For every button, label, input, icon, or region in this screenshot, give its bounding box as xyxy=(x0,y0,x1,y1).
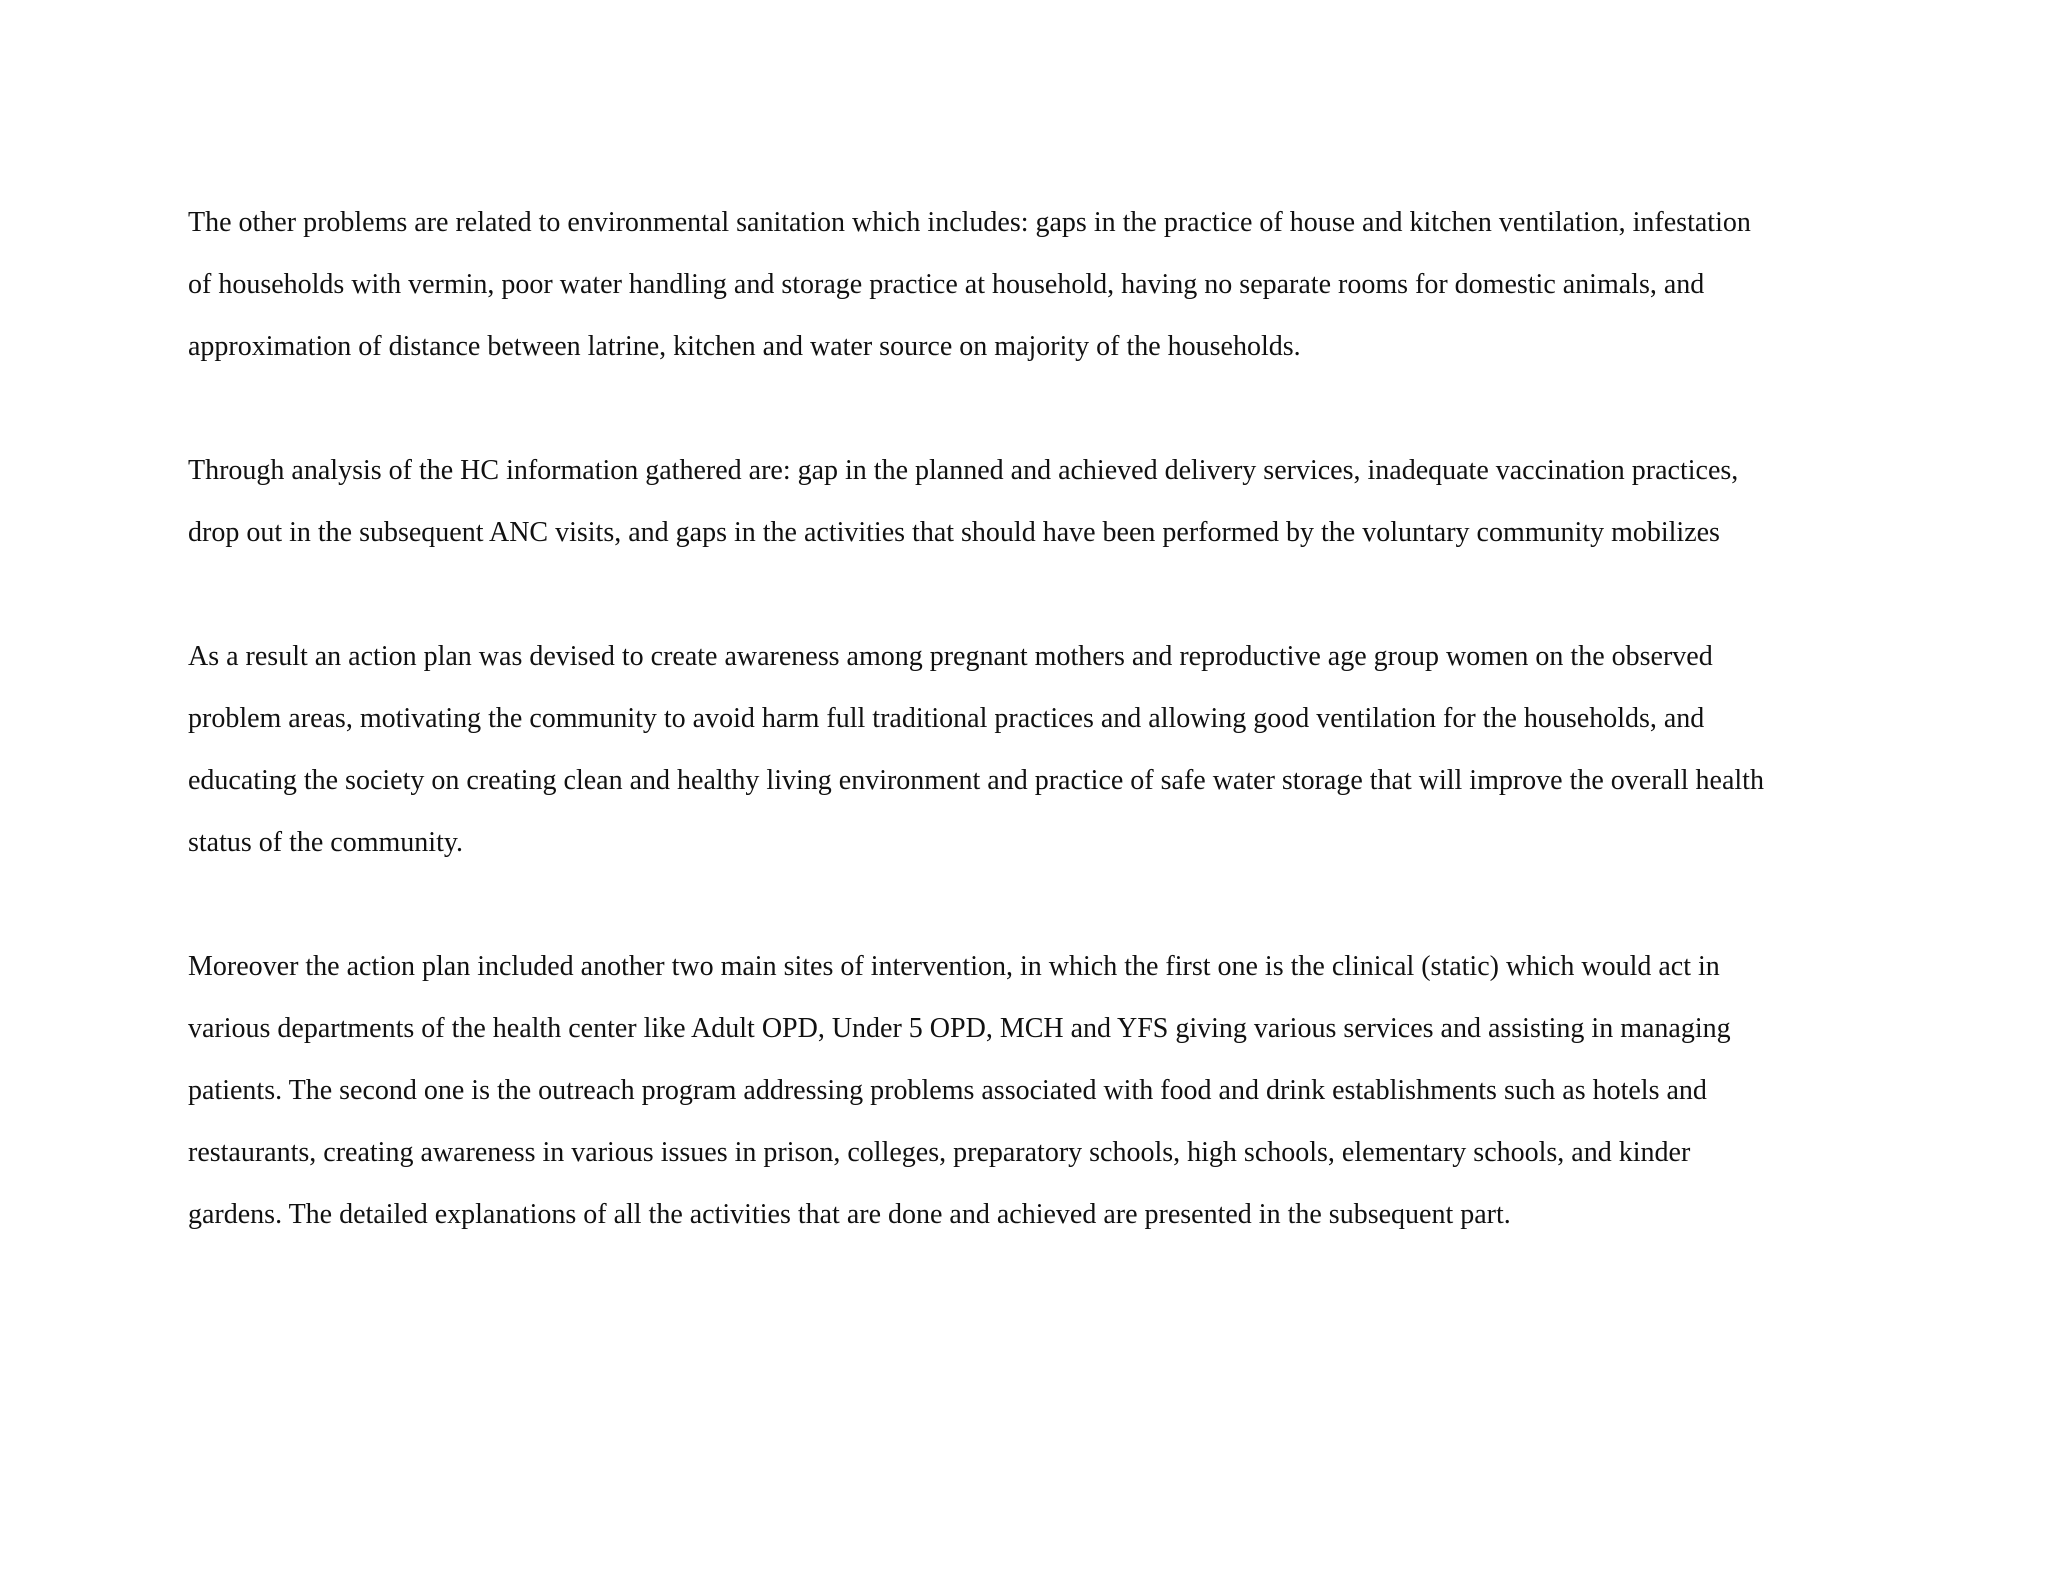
text-line: The other problems are related to environmental sanitation which includes: gaps in the practice of house and kitchen ventilation, infestation xyxy=(188,207,1751,238)
document-body xyxy=(188,200,1888,1316)
text-line: drop out in the subsequent ANC visits, and gaps in the activities that should have been performed by the voluntary community mobilizes xyxy=(188,517,1720,548)
text-line: Through analysis of the HC information gathered are: gap in the planned and achieved delivery services, inadequate vaccination practices, xyxy=(188,455,1739,486)
text-line: various departments of the health center like Adult OPD, Under 5 OPD, MCH and YFS giving various services and assisting in managing xyxy=(188,1013,1731,1044)
text-line: restaurants, creating awareness in various issues in prison, colleges, preparatory schools, high schools, elementary schools, and kinder xyxy=(188,1137,1691,1168)
paragraph-environmental-sanitation xyxy=(188,200,1888,386)
text-line: Moreover the action plan included another two main sites of intervention, in which the first one is the clinical (static) which would act in xyxy=(188,951,1720,982)
text-line: educating the society on creating clean and healthy living environment and practice of safe water storage that will improve the overall health xyxy=(188,765,1764,796)
paragraph-hc-information xyxy=(188,448,1888,572)
text-line: patients. The second one is the outreach program addressing problems associated with food and drink establishments such as hotels and xyxy=(188,1075,1707,1106)
paragraph-action-plan xyxy=(188,634,1888,882)
paragraph-intervention-sites xyxy=(188,944,1888,1254)
text-line: status of the community. xyxy=(188,827,464,858)
text-line: gardens. The detailed explanations of all the activities that are done and achieved are presented in the subsequent part. xyxy=(188,1199,1511,1230)
text-line: of households with vermin, poor water handling and storage practice at household, having no separate rooms for domestic animals, and xyxy=(188,269,1705,300)
text-line: As a result an action plan was devised to create awareness among pregnant mothers and reproductive age group women on the observed xyxy=(188,641,1713,672)
text-line: approximation of distance between latrine, kitchen and water source on majority of the households. xyxy=(188,331,1301,362)
text-line: problem areas, motivating the community to avoid harm full traditional practices and allowing good ventilation for the households, and xyxy=(188,703,1705,734)
